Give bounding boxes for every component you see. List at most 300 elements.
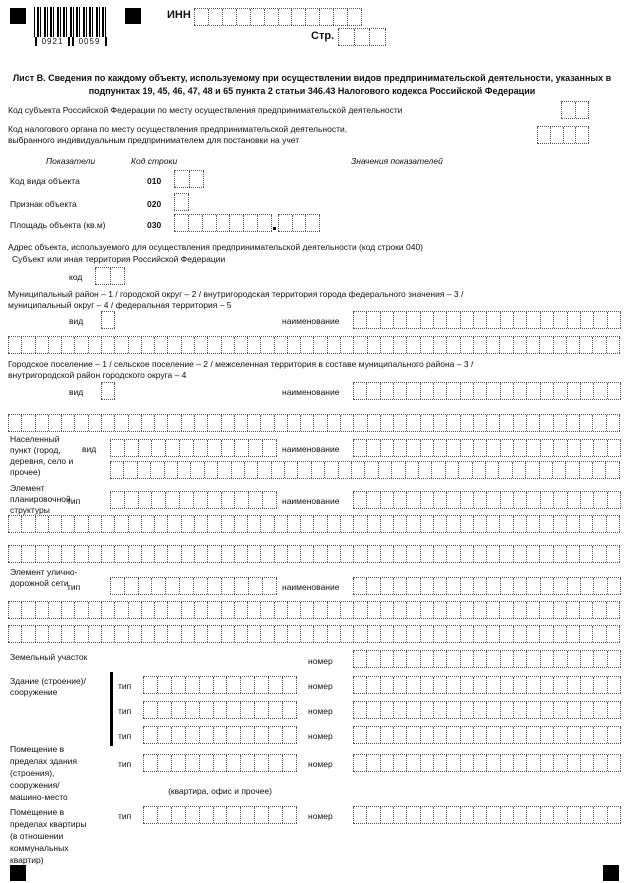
input-cell[interactable] (61, 415, 74, 431)
input-cell[interactable] (247, 546, 260, 562)
input-cell[interactable] (380, 337, 393, 353)
input-cell[interactable] (221, 516, 234, 532)
input-cell[interactable] (380, 727, 393, 743)
input-cell[interactable] (500, 677, 513, 693)
input-cell[interactable] (21, 337, 34, 353)
input-cell[interactable] (526, 516, 539, 532)
building-tip-field-2[interactable] (143, 701, 297, 719)
input-cell[interactable] (114, 602, 127, 618)
input-cell[interactable] (313, 626, 326, 642)
input-cell[interactable] (473, 383, 486, 399)
input-cell[interactable] (114, 546, 127, 562)
input-cell[interactable] (513, 492, 526, 508)
input-cell[interactable] (513, 516, 526, 532)
input-cell[interactable] (592, 602, 605, 618)
input-cell[interactable] (473, 651, 486, 667)
input-cell[interactable] (353, 626, 366, 642)
address-subject-code-field[interactable] (95, 267, 125, 285)
input-cell[interactable] (565, 462, 578, 478)
input-cell[interactable] (539, 626, 552, 642)
input-cell[interactable] (181, 337, 194, 353)
input-cell[interactable] (446, 337, 459, 353)
input-cell[interactable] (593, 677, 606, 693)
input-cell[interactable] (566, 415, 579, 431)
input-cell[interactable] (247, 516, 260, 532)
input-cell[interactable] (274, 415, 287, 431)
input-cell[interactable] (353, 383, 366, 399)
input-cell[interactable] (8, 626, 21, 642)
input-cell[interactable] (181, 602, 194, 618)
input-cell[interactable] (194, 546, 207, 562)
input-cell[interactable] (367, 415, 380, 431)
premises-flat-number-field[interactable] (353, 806, 621, 824)
input-cell[interactable] (88, 602, 101, 618)
input-cell[interactable] (460, 807, 473, 823)
input-cell[interactable] (185, 727, 199, 743)
input-cell[interactable] (567, 727, 580, 743)
input-cell[interactable] (431, 462, 444, 478)
input-cell[interactable] (513, 727, 526, 743)
input-cell[interactable] (248, 578, 262, 594)
input-cell[interactable] (185, 807, 199, 823)
input-cell[interactable] (324, 462, 337, 478)
input-cell[interactable] (499, 546, 512, 562)
input-cell[interactable] (513, 337, 526, 353)
input-cell[interactable] (154, 626, 167, 642)
tax-authority-code-field[interactable] (537, 126, 589, 144)
input-cell[interactable] (566, 546, 579, 562)
input-cell[interactable] (181, 516, 194, 532)
input-cell[interactable] (171, 702, 185, 718)
input-cell[interactable] (164, 462, 177, 478)
input-cell[interactable] (420, 415, 433, 431)
input-cell[interactable] (473, 516, 486, 532)
settlement-name-field[interactable] (353, 382, 621, 400)
input-cell[interactable] (472, 462, 485, 478)
input-cell[interactable] (607, 492, 621, 508)
input-cell[interactable] (460, 755, 473, 771)
input-cell[interactable] (607, 727, 621, 743)
input-cell[interactable] (207, 546, 220, 562)
input-cell[interactable] (473, 578, 486, 594)
input-cell[interactable] (539, 546, 552, 562)
input-cell[interactable] (540, 492, 553, 508)
input-cell[interactable] (380, 415, 393, 431)
input-cell[interactable] (607, 578, 621, 594)
input-cell[interactable] (433, 626, 446, 642)
input-cell[interactable] (167, 415, 180, 431)
input-cell[interactable] (174, 215, 188, 231)
input-cell[interactable] (353, 702, 366, 718)
input-cell[interactable] (179, 440, 193, 456)
input-cell[interactable] (553, 337, 566, 353)
input-cell[interactable] (567, 492, 580, 508)
input-cell[interactable] (513, 383, 526, 399)
input-cell[interactable] (526, 651, 539, 667)
input-cell[interactable] (553, 415, 566, 431)
input-cell[interactable] (460, 626, 473, 642)
input-cell[interactable] (500, 578, 513, 594)
input-cell[interactable] (513, 807, 526, 823)
input-cell[interactable] (380, 440, 393, 456)
input-cell[interactable] (512, 462, 525, 478)
input-cell[interactable] (364, 462, 377, 478)
input-cell[interactable] (513, 626, 526, 642)
input-cell[interactable] (393, 755, 406, 771)
input-cell[interactable] (606, 602, 620, 618)
input-cell[interactable] (607, 702, 621, 718)
input-cell[interactable] (353, 415, 366, 431)
input-cell[interactable] (282, 677, 297, 693)
input-cell[interactable] (473, 727, 486, 743)
input-cell[interactable] (157, 727, 171, 743)
input-cell[interactable] (124, 578, 138, 594)
input-cell[interactable] (248, 440, 262, 456)
input-cell[interactable] (380, 312, 393, 328)
input-cell[interactable] (154, 516, 167, 532)
input-cell[interactable] (260, 546, 273, 562)
input-cell[interactable] (221, 440, 235, 456)
input-cell[interactable] (340, 546, 353, 562)
input-cell[interactable] (247, 626, 260, 642)
input-cell[interactable] (486, 337, 499, 353)
input-cell[interactable] (567, 677, 580, 693)
building-number-field-2[interactable] (353, 701, 621, 719)
input-cell[interactable] (221, 492, 235, 508)
input-cell[interactable] (61, 516, 74, 532)
input-cell[interactable] (287, 415, 300, 431)
input-cell[interactable] (420, 727, 433, 743)
input-cell[interactable] (327, 546, 340, 562)
input-cell[interactable] (207, 492, 221, 508)
input-cell[interactable] (8, 337, 21, 353)
input-cell[interactable] (406, 516, 419, 532)
input-cell[interactable] (193, 440, 207, 456)
input-cell[interactable] (174, 194, 189, 210)
input-cell[interactable] (353, 602, 366, 618)
input-cell[interactable] (420, 807, 433, 823)
input-cell[interactable] (592, 516, 605, 532)
input-cell[interactable] (446, 415, 459, 431)
input-cell[interactable] (420, 677, 433, 693)
input-cell[interactable] (446, 755, 459, 771)
input-cell[interactable] (607, 651, 621, 667)
input-cell[interactable] (460, 602, 473, 618)
input-cell[interactable] (406, 755, 419, 771)
input-cell[interactable] (300, 516, 313, 532)
input-cell[interactable] (268, 755, 282, 771)
input-cell[interactable] (234, 546, 247, 562)
input-cell[interactable] (8, 546, 21, 562)
input-cell[interactable] (74, 546, 87, 562)
input-cell[interactable] (540, 383, 553, 399)
input-cell[interactable] (313, 546, 326, 562)
input-cell[interactable] (154, 337, 167, 353)
planning-name-extra-field-2[interactable] (8, 545, 620, 563)
input-cell[interactable] (406, 578, 419, 594)
input-cell[interactable] (231, 462, 244, 478)
input-cell[interactable] (124, 492, 138, 508)
input-cell[interactable] (540, 440, 553, 456)
input-cell[interactable] (393, 702, 406, 718)
input-cell[interactable] (291, 9, 305, 25)
input-cell[interactable] (550, 127, 563, 143)
input-cell[interactable] (366, 727, 379, 743)
input-cell[interactable] (95, 268, 110, 284)
input-cell[interactable] (592, 462, 605, 478)
input-cell[interactable] (282, 702, 297, 718)
input-cell[interactable] (369, 29, 386, 45)
input-cell[interactable] (185, 702, 199, 718)
input-cell[interactable] (391, 462, 404, 478)
input-cell[interactable] (526, 755, 539, 771)
input-cell[interactable] (567, 383, 580, 399)
input-cell[interactable] (194, 626, 207, 642)
input-cell[interactable] (260, 415, 273, 431)
input-cell[interactable] (592, 546, 605, 562)
input-cell[interactable] (526, 677, 539, 693)
input-cell[interactable] (305, 215, 320, 231)
input-cell[interactable] (513, 755, 526, 771)
input-cell[interactable] (580, 677, 593, 693)
input-cell[interactable] (380, 651, 393, 667)
input-cell[interactable] (151, 492, 165, 508)
input-cell[interactable] (420, 702, 433, 718)
input-cell[interactable] (274, 337, 287, 353)
input-cell[interactable] (138, 440, 152, 456)
input-cell[interactable] (327, 602, 340, 618)
input-cell[interactable] (171, 727, 185, 743)
input-cell[interactable] (593, 312, 606, 328)
planning-name-field[interactable] (353, 491, 621, 509)
input-cell[interactable] (500, 807, 513, 823)
input-cell[interactable] (35, 337, 48, 353)
input-cell[interactable] (207, 337, 220, 353)
input-cell[interactable] (563, 127, 576, 143)
input-cell[interactable] (190, 462, 203, 478)
input-cell[interactable] (606, 546, 620, 562)
input-cell[interactable] (353, 312, 366, 328)
input-cell[interactable] (526, 602, 539, 618)
input-cell[interactable] (185, 677, 199, 693)
street-tip-field[interactable] (110, 577, 277, 595)
input-cell[interactable] (254, 702, 268, 718)
input-cell[interactable] (143, 755, 157, 771)
input-cell[interactable] (74, 602, 87, 618)
settlement-vid-field[interactable] (101, 382, 115, 400)
input-cell[interactable] (262, 578, 277, 594)
input-cell[interactable] (340, 337, 353, 353)
input-cell[interactable] (540, 727, 553, 743)
input-cell[interactable] (433, 807, 446, 823)
input-cell[interactable] (207, 415, 220, 431)
input-cell[interactable] (240, 755, 254, 771)
input-cell[interactable] (380, 755, 393, 771)
input-cell[interactable] (473, 702, 486, 718)
input-cell[interactable] (553, 626, 566, 642)
input-cell[interactable] (199, 702, 213, 718)
input-cell[interactable] (244, 462, 257, 478)
building-number-field-3[interactable] (353, 726, 621, 744)
input-cell[interactable] (406, 415, 419, 431)
input-cell[interactable] (580, 755, 593, 771)
input-cell[interactable] (420, 626, 433, 642)
input-cell[interactable] (500, 755, 513, 771)
municipal-name-field[interactable] (353, 311, 621, 329)
input-cell[interactable] (114, 337, 127, 353)
input-cell[interactable] (300, 626, 313, 642)
input-cell[interactable] (473, 312, 486, 328)
input-cell[interactable] (143, 807, 157, 823)
input-cell[interactable] (128, 415, 141, 431)
input-cell[interactable] (268, 677, 282, 693)
input-cell[interactable] (366, 440, 379, 456)
input-cell[interactable] (607, 677, 621, 693)
input-cell[interactable] (313, 415, 326, 431)
input-cell[interactable] (606, 516, 620, 532)
input-cell[interactable] (393, 677, 406, 693)
input-cell[interactable] (526, 440, 539, 456)
input-cell[interactable] (446, 677, 459, 693)
input-cell[interactable] (393, 337, 406, 353)
input-cell[interactable] (580, 651, 593, 667)
input-cell[interactable] (539, 602, 552, 618)
input-cell[interactable] (446, 727, 459, 743)
input-cell[interactable] (500, 492, 513, 508)
input-cell[interactable] (446, 651, 459, 667)
input-cell[interactable] (351, 462, 364, 478)
input-cell[interactable] (257, 215, 272, 231)
input-cell[interactable] (539, 337, 552, 353)
street-name-extra-field-2[interactable] (8, 625, 620, 643)
locality-name-field[interactable] (353, 439, 621, 457)
input-cell[interactable] (460, 383, 473, 399)
input-cell[interactable] (221, 546, 234, 562)
input-cell[interactable] (486, 546, 499, 562)
input-cell[interactable] (110, 268, 126, 284)
input-cell[interactable] (221, 578, 235, 594)
input-cell[interactable] (607, 440, 621, 456)
input-cell[interactable] (567, 755, 580, 771)
input-cell[interactable] (606, 337, 620, 353)
input-cell[interactable] (486, 626, 499, 642)
input-cell[interactable] (380, 383, 393, 399)
input-cell[interactable] (513, 602, 526, 618)
input-cell[interactable] (313, 516, 326, 532)
input-cell[interactable] (260, 626, 273, 642)
input-cell[interactable] (171, 807, 185, 823)
input-cell[interactable] (606, 415, 620, 431)
input-cell[interactable] (21, 546, 34, 562)
premises-building-tip-field[interactable] (143, 754, 297, 772)
input-cell[interactable] (579, 337, 592, 353)
input-cell[interactable] (213, 807, 227, 823)
input-cell[interactable] (393, 578, 406, 594)
input-cell[interactable] (199, 807, 213, 823)
input-cell[interactable] (366, 578, 379, 594)
input-cell[interactable] (418, 462, 431, 478)
input-cell[interactable] (540, 578, 553, 594)
input-cell[interactable] (486, 383, 499, 399)
input-cell[interactable] (406, 677, 419, 693)
input-cell[interactable] (366, 651, 379, 667)
input-cell[interactable] (221, 415, 234, 431)
input-cell[interactable] (141, 602, 154, 618)
input-cell[interactable] (222, 9, 236, 25)
input-cell[interactable] (539, 415, 552, 431)
input-cell[interactable] (539, 462, 552, 478)
input-cell[interactable] (499, 415, 512, 431)
input-cell[interactable] (473, 492, 486, 508)
input-cell[interactable] (406, 546, 419, 562)
input-cell[interactable] (566, 602, 579, 618)
input-cell[interactable] (406, 602, 419, 618)
input-cell[interactable] (593, 383, 606, 399)
input-cell[interactable] (567, 702, 580, 718)
page-number-field[interactable] (338, 28, 386, 46)
input-cell[interactable] (540, 677, 553, 693)
input-cell[interactable] (137, 462, 150, 478)
input-cell[interactable] (313, 602, 326, 618)
input-cell[interactable] (566, 626, 579, 642)
input-cell[interactable] (282, 807, 297, 823)
input-cell[interactable] (305, 9, 319, 25)
input-cell[interactable] (300, 546, 313, 562)
input-cell[interactable] (579, 462, 592, 478)
input-cell[interactable] (114, 516, 127, 532)
input-cell[interactable] (446, 807, 459, 823)
input-cell[interactable] (88, 516, 101, 532)
input-cell[interactable] (128, 602, 141, 618)
input-cell[interactable] (165, 578, 179, 594)
locality-vid-field[interactable] (110, 439, 277, 457)
input-cell[interactable] (260, 337, 273, 353)
input-cell[interactable] (353, 440, 366, 456)
input-cell[interactable] (193, 492, 207, 508)
input-cell[interactable] (128, 516, 141, 532)
input-cell[interactable] (367, 626, 380, 642)
input-cell[interactable] (284, 462, 297, 478)
input-cell[interactable] (526, 727, 539, 743)
input-cell[interactable] (406, 727, 419, 743)
input-cell[interactable] (167, 626, 180, 642)
input-cell[interactable] (327, 415, 340, 431)
input-cell[interactable] (580, 578, 593, 594)
input-cell[interactable] (101, 312, 115, 328)
input-cell[interactable] (216, 215, 230, 231)
input-cell[interactable] (74, 415, 87, 431)
input-cell[interactable] (393, 312, 406, 328)
input-cell[interactable] (88, 337, 101, 353)
input-cell[interactable] (553, 651, 566, 667)
input-cell[interactable] (264, 9, 278, 25)
input-cell[interactable] (110, 492, 124, 508)
input-cell[interactable] (234, 626, 247, 642)
input-cell[interactable] (393, 651, 406, 667)
input-cell[interactable] (8, 516, 21, 532)
input-cell[interactable] (553, 492, 566, 508)
input-cell[interactable] (35, 626, 48, 642)
input-cell[interactable] (460, 415, 473, 431)
input-cell[interactable] (540, 702, 553, 718)
input-cell[interactable] (354, 29, 370, 45)
input-cell[interactable] (221, 602, 234, 618)
municipal-vid-field[interactable] (101, 311, 115, 329)
input-cell[interactable] (278, 215, 292, 231)
input-cell[interactable] (110, 578, 124, 594)
input-cell[interactable] (575, 102, 590, 118)
input-cell[interactable] (171, 755, 185, 771)
